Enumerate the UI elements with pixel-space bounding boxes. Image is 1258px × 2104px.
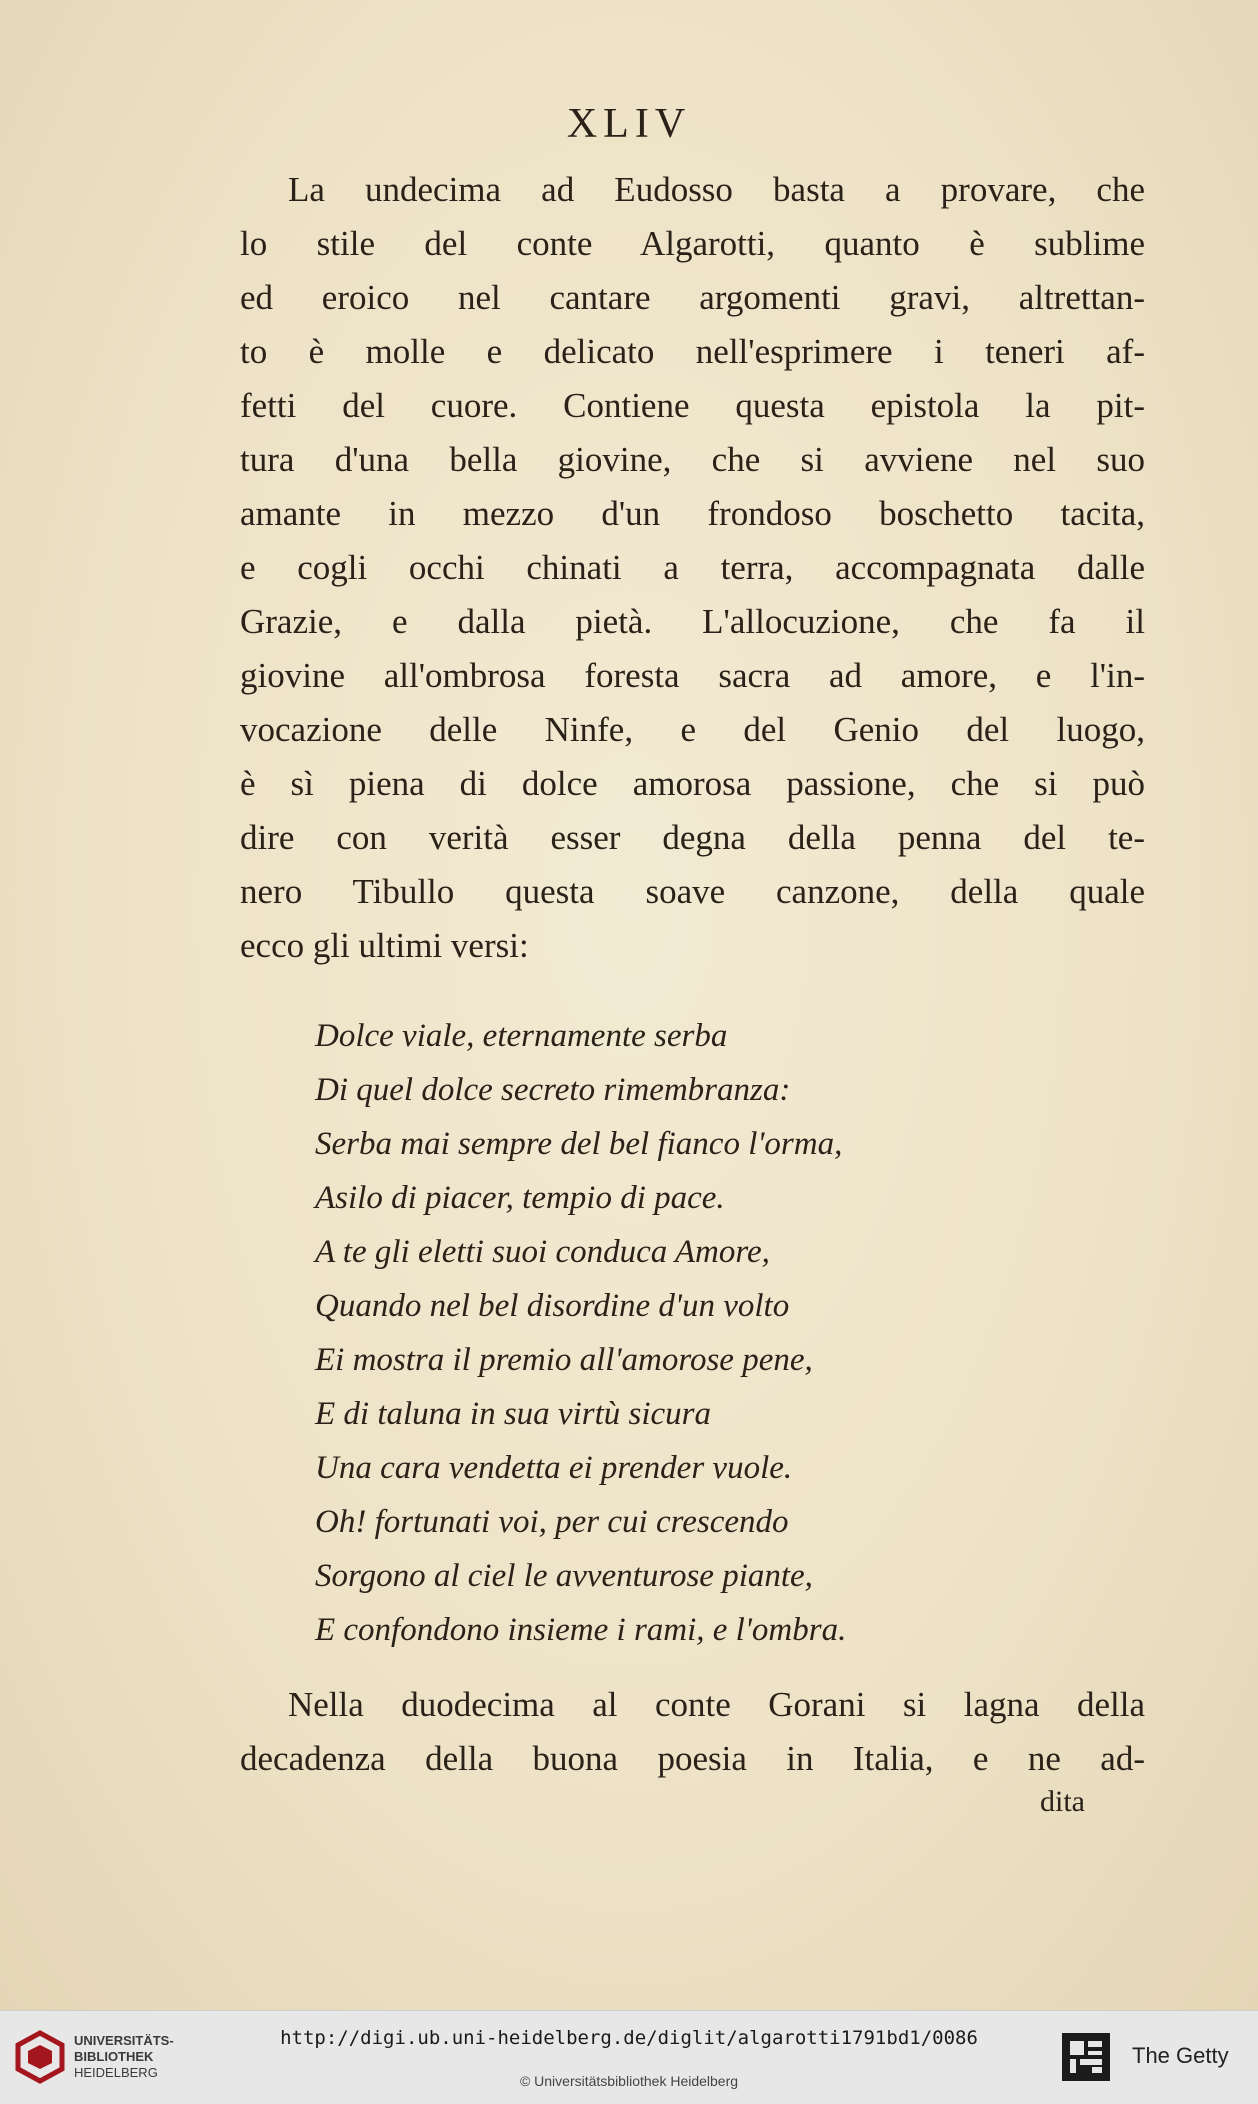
verse-line: Sorgono al ciel le avventurose piante, [315, 1558, 813, 1594]
text-line: vocazione delle Ninfe, e del Genio del luogo, [240, 710, 1145, 749]
viewer-footer [0, 2010, 1258, 2104]
copyright-notice: © Universitätsbibliothek Heidelberg [519, 2073, 739, 2089]
text-line: e cogli occhi chinati a terra, accompagnata dalle [240, 548, 1145, 587]
catchword: dita [1040, 1785, 1085, 1818]
library-line: BIBLIOTHEK [74, 2049, 154, 2064]
text-line: tura d'una bella giovine, che si avviene nel suo [240, 440, 1145, 479]
getty-logo [1058, 2029, 1114, 2085]
permalink-url[interactable]: http://digi.ub.uni-heidelberg.de/diglit/algarotti1791bd1/0086 [280, 2027, 978, 2049]
text-line: ecco gli ultimi versi: [240, 926, 529, 965]
text-line: lo stile del conte Algarotti, quanto è sublime [240, 224, 1145, 263]
text-line: Grazie, e dalla pietà. L'allocuzione, che fa il [240, 602, 1145, 641]
verse-line: A te gli eletti suoi conduca Amore, [315, 1234, 770, 1270]
paragraph-2 [240, 1678, 1145, 1786]
page-number-header: XLIV [566, 101, 692, 147]
verse-line: Asilo di piacer, tempio di pace. [315, 1180, 725, 1216]
text-line: dire con verità esser degna della penna del te- [240, 818, 1145, 857]
text-line: amante in mezzo d'un frondoso boschetto tacita, [240, 494, 1145, 533]
verse-line: Oh! fortunati voi, per cui crescendo [315, 1504, 789, 1540]
verse-line: E di taluna in sua virtù sicura [315, 1396, 711, 1432]
text-line: ed eroico nel cantare argomenti gravi, altrettan- [240, 278, 1145, 317]
text-line: La undecima ad Eudosso basta a provare, che [288, 170, 1145, 209]
verse-line: Dolce viale, eternamente serba [315, 1018, 728, 1054]
text-line: nero Tibullo questa soave canzone, della quale [240, 872, 1145, 911]
text-line: fetti del cuore. Contiene questa epistola la pit- [240, 386, 1145, 425]
text-line: to è molle e delicato nell'esprimere i teneri af- [240, 332, 1145, 371]
verse-line: Serba mai sempre del bel fianco l'orma, [315, 1126, 843, 1162]
text-line: giovine all'ombrosa foresta sacra ad amore, e l'in- [240, 656, 1145, 695]
verse-line: Di quel dolce secreto rimembranza: [315, 1072, 791, 1108]
text-line: è sì piena di dolce amorosa passione, che si può [240, 764, 1145, 803]
verse-block [315, 1009, 1145, 1657]
verse-line: E confondono insieme i rami, e l'ombra. [315, 1612, 847, 1648]
paragraph-1 [240, 163, 1145, 973]
text-line: decadenza della buona poesia in Italia, e ne ad- [240, 1739, 1145, 1778]
library-line: UNIVERSITÄTS- [74, 2033, 174, 2048]
verse-line: Quando nel bel disordine d'un volto [315, 1288, 790, 1324]
verse-line: Una cara vendetta ei prender vuole. [315, 1450, 793, 1486]
sponsor-name: The Getty [1132, 2043, 1229, 2068]
verse-line: Ei mostra il premio all'amorose pene, [315, 1342, 813, 1378]
text-line: Nella duodecima al conte Gorani si lagna della [288, 1685, 1145, 1724]
library-line: HEIDELBERG [74, 2065, 158, 2080]
